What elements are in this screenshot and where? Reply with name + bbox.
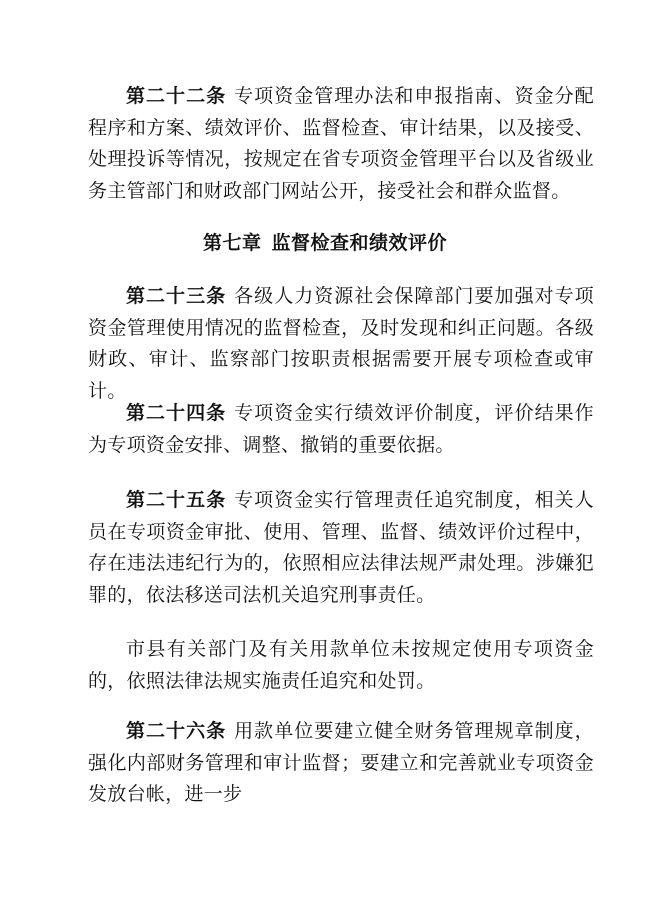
article-label: 第二十六条 bbox=[126, 720, 227, 742]
chapter-number: 第七章 bbox=[202, 232, 262, 254]
article-text: 专项资金实行管理责任追究制度，相关人员在专项资金审批、使用、管理、监督、绩效评价过程中，存在违法违纪行为的，依照相应法律法规严肃处理。涉嫌犯罪的，依法移送司法机关追究刑事责任。 bbox=[88, 489, 594, 606]
article-text: 专项资金管理办法和申报指南、资金分配程序和方案、绩效评价、监督检查、审计结果，以及接受、处理投诉等情况，按规定在省专项资金管理平台以及省级业务主管部门和财政部门网站公开，接受社会和群众监督。 bbox=[88, 85, 594, 202]
article-text: 各级人力资源社会保障部门要加强对专项资金管理使用情况的监督检查，及时发现和纠正问题。各级财政、审计、监察部门按职责根据需要开展专项检查或审计。 bbox=[88, 285, 594, 402]
article-label: 第二十四条 bbox=[126, 402, 227, 424]
chapter-title: 监督检查和绩效评价 bbox=[271, 232, 448, 254]
article-label: 第二十五条 bbox=[126, 489, 227, 511]
chapter-heading bbox=[0, 228, 650, 255]
article-text: 用款单位要建立健全财务管理规章制度，强化内部财务管理和审计监督；要建立和完善就业专项资金发放台帐，进一步 bbox=[88, 720, 594, 805]
article-label: 第二十三条 bbox=[126, 285, 227, 307]
article-26 bbox=[88, 716, 594, 811]
article-25 bbox=[88, 485, 594, 611]
article-22 bbox=[88, 81, 594, 207]
article-24 bbox=[88, 398, 594, 461]
article-label: 第二十二条 bbox=[126, 85, 227, 107]
article-text: 专项资金实行绩效评价制度，评价结果作为专项资金安排、调整、撤销的重要依据。 bbox=[88, 402, 594, 456]
plain-paragraph: 市县有关部门及有关用款单位未按规定使用专项资金的，依照法律法规实施责任追究和处罚。 bbox=[88, 638, 594, 692]
article-23 bbox=[88, 281, 594, 407]
